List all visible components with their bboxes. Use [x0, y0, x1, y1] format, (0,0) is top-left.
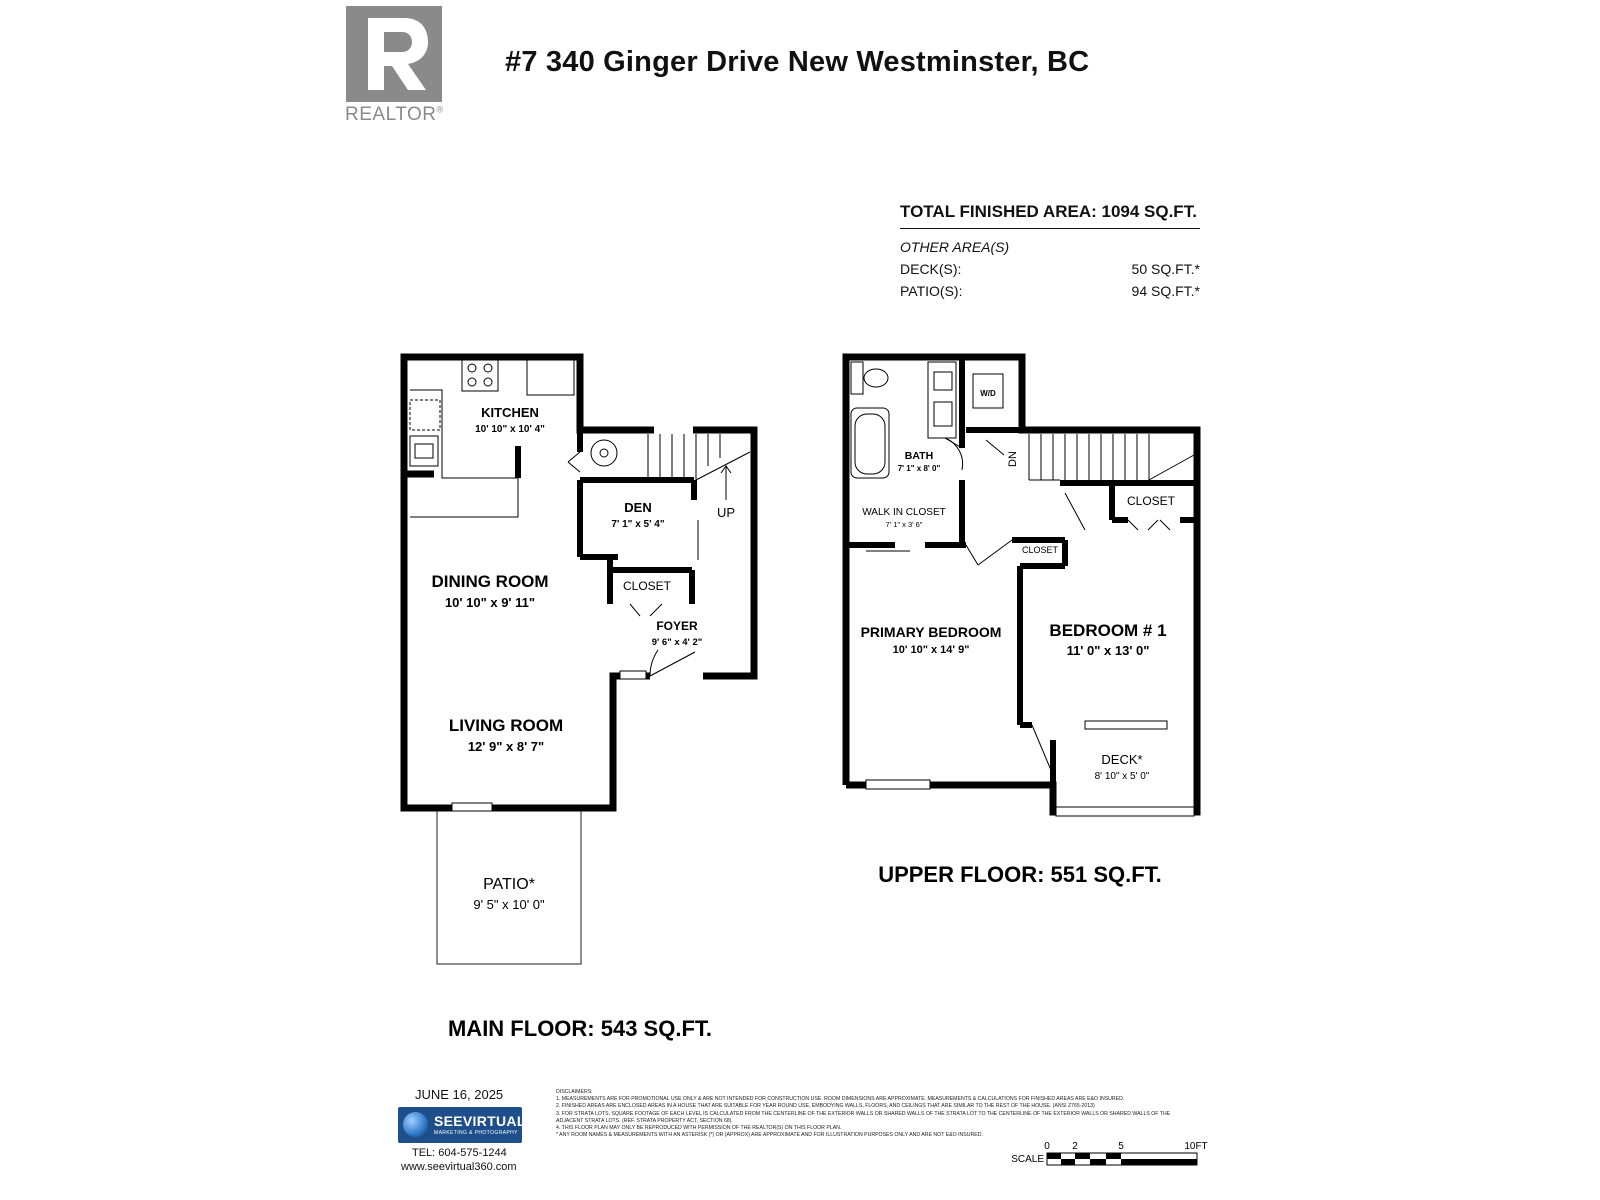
kitchen-name: KITCHEN [481, 405, 539, 420]
disclaimer-line: * ANY ROOM NAMES & MEASUREMENTS WITH AN ASTERISK (*) OR (APPROX) ARE APPROXIMATE AND FOR ILLUSTRATION PURPOSES ONLY AND ARE NOT E&O INSURED. [556, 1132, 983, 1139]
toilet-icon [591, 440, 617, 466]
bedroom-closet-name: CLOSET [1126, 494, 1176, 508]
deck-area-value: 50 SQ.FT.* [1131, 261, 1200, 277]
patio-area-value: 94 SQ.FT.* [1131, 283, 1200, 299]
walkin-name: WALK IN CLOSET [862, 507, 946, 518]
foyer-dims: 9' 6" x 4' 2" [651, 637, 703, 648]
primary-dims: 10' 10" x 14' 9" [892, 644, 970, 656]
den-name: DEN [624, 500, 652, 515]
sink-icon [410, 436, 438, 466]
primary-name: PRIMARY BEDROOM [860, 624, 1002, 640]
realtor-wordmark: REALTOR® [345, 104, 444, 125]
main-closet-name: CLOSET [622, 579, 672, 593]
scale-bar [1011, 1141, 1207, 1165]
foyer-name: FOYER [656, 619, 698, 633]
patio-dims: 9' 5" x 10' 0" [473, 897, 545, 912]
scale-tick-0: 0 [1044, 1141, 1050, 1152]
disclaimer-line: 2. FINISHED AREAS ARE ENCLOSED AREAS IN A HOUSE THAT ARE SUITABLE FOR YEAR ROUND USE, EMBODYING WALLS, FLOORS, AND CEILINGS THAT ARE SIMILAR TO THE REST OF THE HOUSE. (ANSI Z765-2013) [556, 1103, 1095, 1110]
company-phone: TEL: 604-575-1244 [412, 1147, 507, 1159]
scale-tick-10: 10FT [1184, 1141, 1208, 1152]
plan-date: JUNE 16, 2025 [415, 1087, 504, 1102]
living-name: LIVING ROOM [448, 716, 564, 735]
kitchen-fixtures [410, 359, 617, 517]
globe-icon [403, 1112, 428, 1137]
wd-label: W/D [980, 389, 996, 398]
kitchen-dims: 10' 10" x 10' 4" [475, 424, 545, 435]
disclaimer-line: 4. THIS FLOOR PLAN MAY ONLY BE REPRODUCED WITH PERMISSION OF THE REALTOR(S) ON THIS FLOOR PLAN. [556, 1125, 842, 1132]
deck-dims: 8' 10" x 5' 0" [1094, 771, 1150, 782]
deck-name: DECK* [1101, 752, 1143, 767]
bedroom1-name: BEDROOM # 1 [1049, 621, 1167, 640]
bedroom1-dims: 11' 0" x 13' 0" [1066, 643, 1150, 658]
other-areas-heading: OTHER AREA(S) [900, 239, 1010, 255]
disclaimer-line: 1. MEASUREMENTS ARE FOR PROMOTIONAL USE ONLY & ARE NOT INTENDED FOR CONSTRUCTION USE. ROOM DIMENSIONS ARE APPROXIMATE. MEASUREMENTS & CALCULATIONS FOR FINISHED AREAS ARE E&O INSURED. [556, 1096, 1125, 1103]
upper-toilet-tank [851, 362, 863, 394]
upper-toilet-icon [864, 369, 888, 387]
bath-dims: 7' 1" x 8' 0" [897, 464, 941, 473]
fridge-icon [527, 359, 574, 395]
disclaimers: DISCLAIMERS: 1. MEASUREMENTS ARE FOR PROMOTIONAL USE ONLY & ARE NOT INTENDED FOR CONSTRUCTION USE. ROOM DIMENSIONS ARE APPROXIMATE. MEASUREMENTS & CALCULATIONS FOR FINISHED AREAS ARE E&O INSURED. 2. FINISHED AREAS ARE ENCLOSED AREAS IN A HOUSE THAT ARE SUITABLE FOR YEAR ROUND USE, EMBODYING WALLS, FLOORS, AND CEILINGS THAT ARE SIMILAR TO THE REST OF THE HOUSE. (ANSI Z765-2013) 3. FOR STRATA LOTS, SQUARE FOOTAGE OF EACH LEVEL IS CALCULATED FROM THE CENTERLINE OF THE EXTERIOR WALLS OR SHARED WALLS OF THE STRATA LOT TO THE CENTERLINE OF THE EXTERIOR WALLS OR SHARED WALLS OF THE ADJACENT STRATA LOTS. (REF. STRATA PROPERTY ACT, SECTION 68) 4. THIS FLOOR PLAN MAY ONLY BE REPRODUCED WITH PERMISSION OF THE REALTOR(S) ON THIS FLOOR PLAN. * ANY ROOM NAMES & MEASUREMENTS WITH AN ASTERISK (*) OR (APPROX) ARE APPROXIMATE AND FOR ILLUSTRATION PURPOSES ONLY AND ARE NOT E&O INSURED. [556, 1089, 1196, 1139]
main-stairs [648, 434, 750, 500]
den-dims: 7' 1" x 5' 4" [611, 519, 665, 530]
scale-tick-2: 2 [1072, 1141, 1078, 1152]
stove-icon [462, 359, 498, 391]
dining-dims: 10' 10" x 9' 11" [444, 595, 536, 610]
upper-floor-label: UPPER FLOOR: 551 SQ.FT. [878, 862, 1162, 887]
patio-name: PATIO* [483, 876, 535, 893]
upper-stairs [1029, 434, 1194, 480]
walkin-dims: 7' 1" x 3' 6" [885, 520, 923, 529]
seevirtual-logo: SEEVIRTUAL MARKETING & PHOTOGRAPHY [398, 1107, 522, 1143]
small-closet-name: CLOSET [1021, 545, 1059, 555]
total-area: TOTAL FINISHED AREA: 1094 SQ.FT. [900, 202, 1200, 229]
bath-name: BATH [904, 450, 934, 462]
living-dims: 12' 9" x 8' 7" [467, 739, 545, 754]
upper-interior-walls [846, 357, 1197, 812]
main-floor-plan [404, 357, 754, 1041]
upper-floor-plan [846, 357, 1197, 887]
company-website[interactable]: www.seevirtual360.com [401, 1161, 517, 1173]
page-title: #7 340 Ginger Drive New Westminster, BC [505, 46, 1090, 78]
patio-area-label: PATIO(S): [900, 283, 963, 299]
main-stairs-up: UP [716, 505, 736, 520]
main-floor-label: MAIN FLOOR: 543 SQ.FT. [447, 1016, 713, 1041]
deck-area-label: DECK(S): [900, 261, 962, 277]
upper-stairs-dn: DN [1007, 451, 1019, 467]
scale-label: SCALE [1011, 1154, 1044, 1165]
disclaimer-line: 3. FOR STRATA LOTS, SQUARE FOOTAGE OF EACH LEVEL IS CALCULATED FROM THE CENTERLINE OF THE EXTERIOR WALLS OR SHARED WALLS OF THE STRATA LOT TO THE CENTERLINE OF THE EXTERIOR WALLS OR SHARED WALLS OF THE ADJACENT STRATA LOTS. (REF. STRATA PROPERTY ACT, SECTION 68) [556, 1110, 1171, 1124]
scale-tick-5: 5 [1118, 1141, 1124, 1152]
dining-name: DINING ROOM [431, 572, 549, 591]
